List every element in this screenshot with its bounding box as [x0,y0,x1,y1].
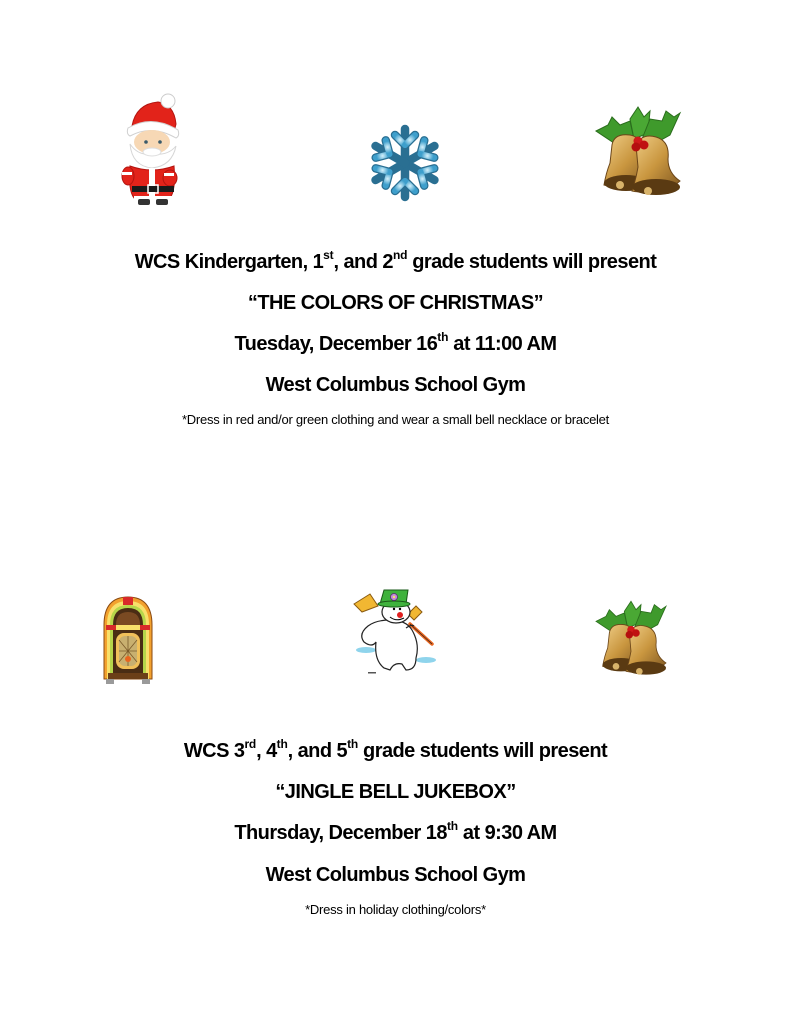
event2-location: West Columbus School Gym [265,864,526,886]
event1-presenters [0,250,791,274]
event2-presenters [0,739,791,763]
ordinal-suffix: th [276,737,288,752]
ordinal-suffix: th [446,819,458,834]
frosty-snowman-icon [350,586,440,680]
event2-date-text: at 9:30 AM [457,822,557,844]
event1-title: “THE COLORS OF CHRISTMAS” [247,292,544,314]
event2-presenters-text: , and 5 [287,740,348,762]
event1-location: West Columbus School Gym [265,374,526,396]
event2-date-text: Thursday, December 18 [234,822,447,844]
event1-presenters-text: , and 2 [333,251,393,273]
christmas-bells-icon [591,596,671,680]
ordinal-suffix: rd [244,737,257,752]
santa-icon [118,92,184,206]
ordinal-suffix: nd [392,248,408,263]
event1-presenters-text: WCS Kindergarten, 1 [134,251,324,273]
event2-dress-note: *Dress in holiday clothing/colors* [305,902,486,917]
event2-title: “JINGLE BELL JUKEBOX” [275,781,516,803]
event1-dress-note: *Dress in red and/or green clothing and wear a small bell necklace or bracelet [181,412,610,427]
ordinal-suffix: th [437,330,449,345]
event1-presenters-text: grade students will present [407,251,657,273]
ordinal-suffix: th [347,737,359,752]
event2-presenters-text: , 4 [256,740,277,762]
event2-date [0,821,791,845]
christmas-bells-icon [590,103,686,199]
jukebox-icon [102,595,154,685]
event2-presenters-text: grade students will present [358,740,608,762]
event1-date-text: Tuesday, December 16 [234,333,438,355]
snowflake-icon [362,124,448,202]
event1-date [0,332,791,356]
ordinal-suffix: st [323,248,334,263]
event2-presenters-text: WCS 3 [183,740,245,762]
event1-date-text: at 11:00 AM [448,333,557,355]
